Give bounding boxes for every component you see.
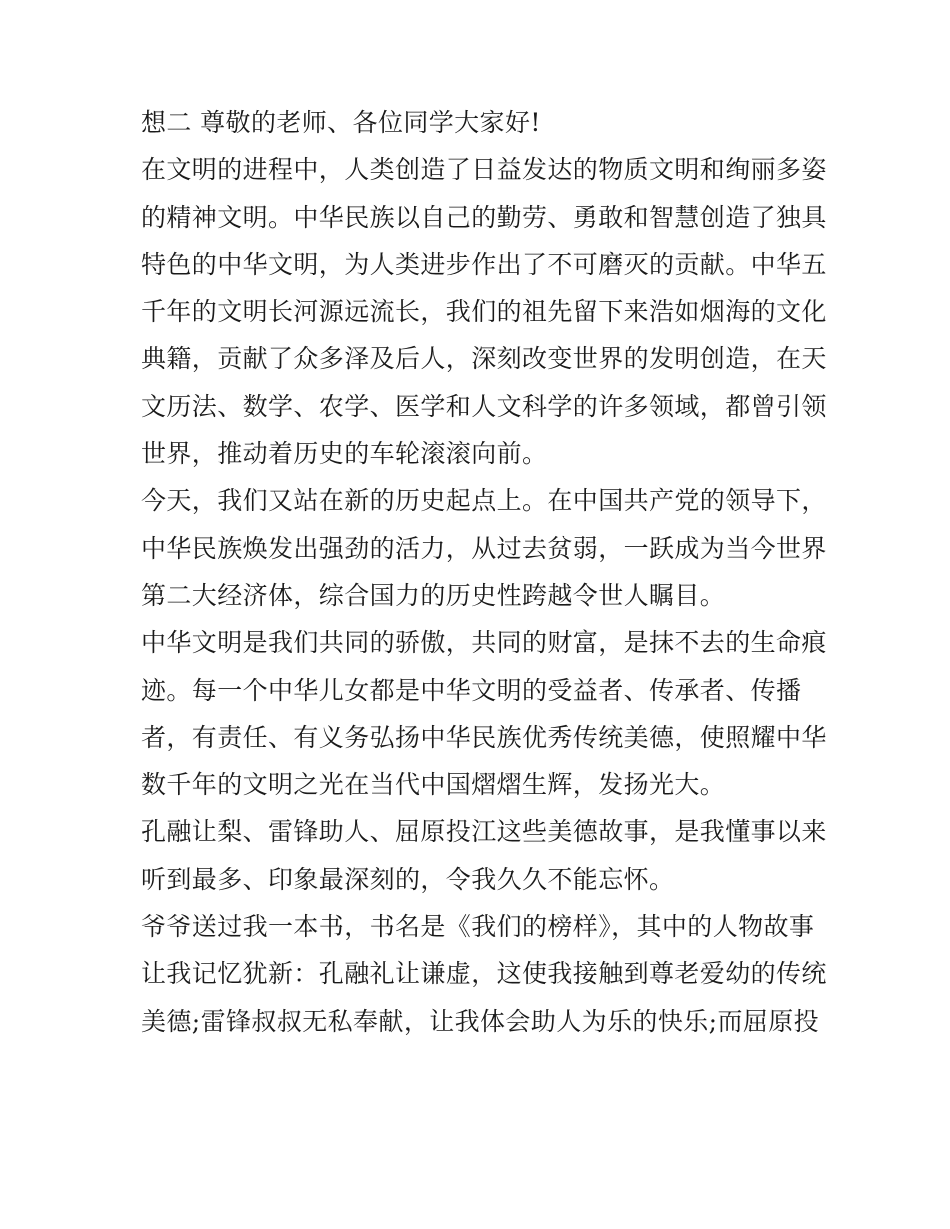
text-line-3: 的精神文明。中华民族以自己的勤劳、勇敢和智慧创造了独具 — [141, 202, 827, 232]
text-line-7: 文历法、数学、农学、医学和人文科学的许多领域，都曾引领 — [141, 391, 827, 421]
text-line-2: 在文明的进程中，人类创造了日益发达的物质文明和绚丽多姿 — [141, 155, 827, 185]
text-line-10: 中华民族焕发出强劲的活力，从过去贫弱，一跃成为当今世界 — [141, 533, 827, 563]
text-line-11: 第二大经济体，综合国力的历史性跨越令世人瞩目。 — [141, 580, 726, 610]
text-line-17: 听到最多、印象最深刻的，令我久久不能忘怀。 — [141, 864, 675, 894]
text-line-1: 想二 尊敬的老师、各位同学大家好! — [141, 108, 541, 137]
text-line-19: 让我记忆犹新：孔融礼让谦虚，这使我接触到尊老爱幼的传统 — [141, 959, 827, 989]
text-line-20: 美德;雷锋叔叔无私奉献，让我体会助人为乐的快乐;而屈原投 — [141, 1006, 820, 1036]
text-line-16: 孔融让梨、雷锋助人、屈原投江这些美德故事，是我懂事以来 — [141, 817, 827, 847]
text-line-9: 今天，我们又站在新的历史起点上。在中国共产党的领导下， — [141, 486, 827, 516]
text-line-14: 者，有责任、有义务弘扬中华民族优秀传统美德，使照耀中华 — [141, 722, 827, 752]
text-line-4: 特色的中华文明，为人类进步作出了不可磨灭的贡献。中华五 — [141, 249, 827, 279]
text-line-18: 爷爷送过我一本书，书名是《我们的榜样》，其中的人物故事 — [141, 912, 815, 942]
text-line-15: 数千年的文明之光在当代中国熠熠生辉，发扬光大。 — [141, 770, 726, 800]
document-body — [141, 108, 827, 1056]
text-line-12: 中华文明是我们共同的骄傲，共同的财富，是抹不去的生命痕 — [141, 628, 827, 658]
text-line-13: 迹。每一个中华儿女都是中华文明的受益者、传承者、传播 — [141, 675, 802, 705]
text-line-6: 典籍，贡献了众多泽及后人，深刻改变世界的发明创造，在天 — [141, 344, 827, 374]
text-line-5: 千年的文明长河源远流长，我们的祖先留下来浩如烟海的文化 — [141, 297, 827, 327]
text-line-8: 世界，推动着历史的车轮滚滚向前。 — [141, 439, 548, 469]
